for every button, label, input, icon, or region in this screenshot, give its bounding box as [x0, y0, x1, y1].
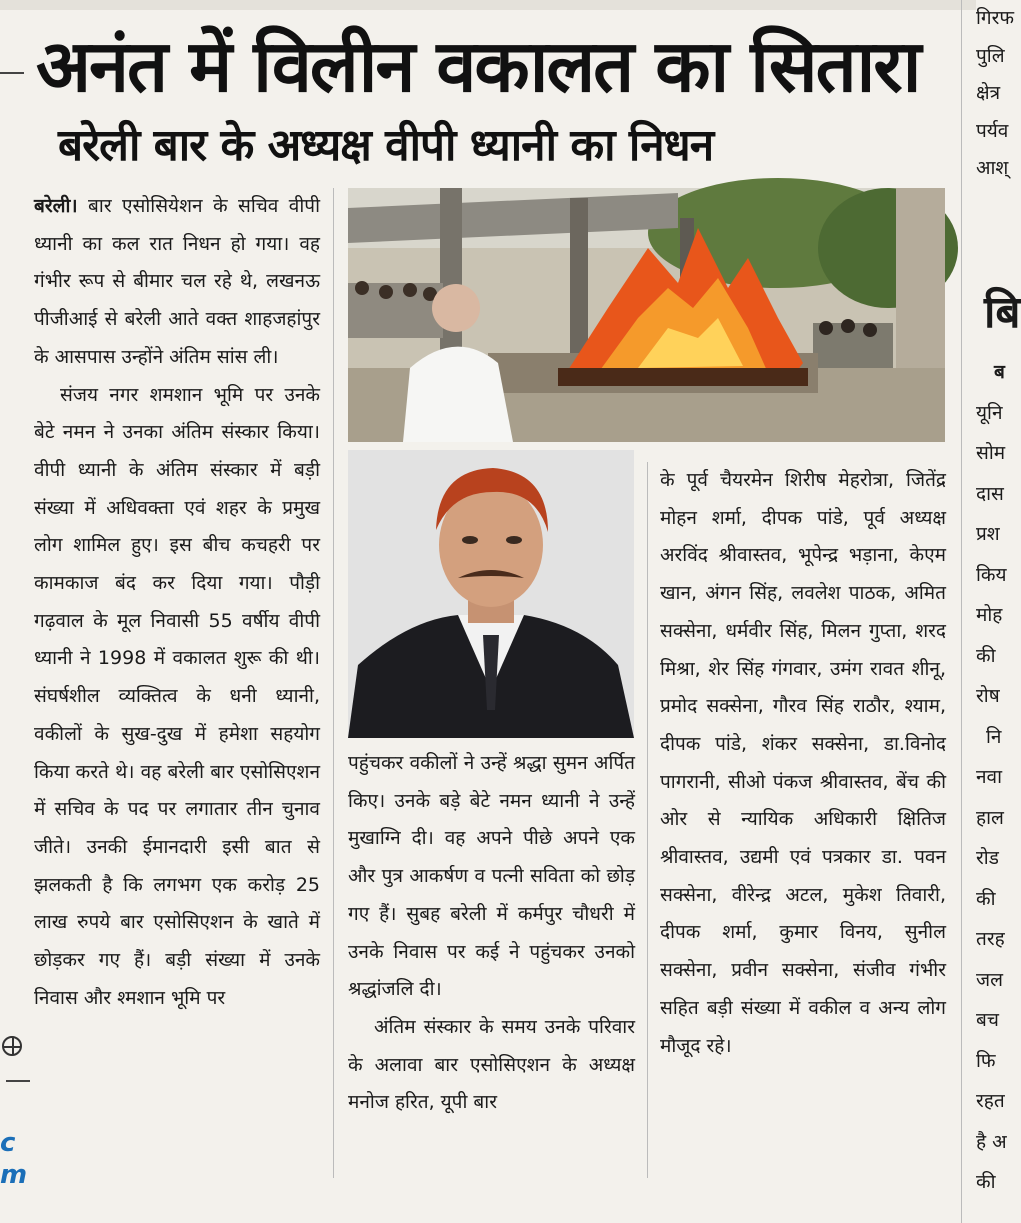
edge-line: मोह — [976, 604, 1003, 626]
paragraph-3: पहुंचकर वकीलों ने उन्हें श्रद्धा सुमन अर्पित किए। उनके बड़े बेटे नमन ध्यानी ने उन्हें मुखाग्नि दी। वह अपने पीछे अपने एक और पुत्र आकर्षण व पत्नी सविता को छोड़ गए हैं। सुबह बरेली में कर्मपुर चौधरी में उनके निवास पर कई ने पहुंचकर उनको श्रद्धांजलि दी। — [348, 752, 635, 1001]
paragraph-5: के पूर्व चैयरमेन शिरीष मेहरोत्रा, जितेंद्र मोहन शर्मा, दीपक पांडे, पूर्व अध्यक्ष अरविंद श्रीवास्तव, भूपेन्द्र भड़ाना, केएम खान, अंगन सिंह, लवलेश पाठक, अमित सक्सेना, धर्मवीर सिंह, मिलन गुप्ता, शरद मिश्रा, शेर सिंह गंगवार, उमंग रावत शीनू, प्रमोद सक्सेना, गौरव सिंह राठौर, श्याम, दीपक पांडे, शंकर सक्सेना, डा.विनोद पागरानी, सीओ पंकज श्रीवास्तव, बेंच की ओर से न्यायिक अधिकारी क्षितिज श्रीवास्तव, उद्यमी एवं पत्रकार डा. पवन सक्सेना, वीरेन्द्र अटल, मुकेश तिवारी, दीपक शर्मा, कुमार विनय, सुनील सक्सेना, प्रवीन सक्सेना, संजीव गंभीर सहित बड़ी संख्या में वकील व अन्य लोग मौजूद रहे। — [660, 469, 946, 1057]
edge-line: रोड — [976, 847, 999, 869]
edge-line: पर्यव — [976, 119, 1009, 142]
edge-line: रोष — [976, 685, 1000, 707]
paragraph-1 — [34, 188, 320, 377]
edge-mark-m: m — [0, 1160, 28, 1190]
cremation-scene-image — [348, 188, 945, 442]
headline: अनंत में विलीन वकालत का सितारा — [36, 24, 920, 108]
subheadline: बरेली बार के अध्यक्ष वीपी ध्यानी का निधन — [58, 120, 714, 171]
edge-line: गिरफ — [976, 7, 1015, 29]
edge-line: है अ — [976, 1130, 1007, 1153]
article-column-3 — [660, 462, 946, 1065]
left-edge-line-top — [0, 72, 24, 74]
edge-mark-c: c — [0, 1128, 16, 1158]
edge-line: तरह — [976, 928, 1005, 950]
adjacent-article-heading: बि — [984, 287, 1021, 338]
article-column-2 — [348, 745, 635, 1122]
edge-line: जल — [976, 968, 1003, 991]
edge-line: फि — [976, 1049, 996, 1072]
paragraph-1-text: बार एसोसियेशन के सचिव वीपी ध्यानी का कल रात निधन हो गया। वह गंभीर रूप से बीमार चल रहे थे, लखनऊ पीजीआई से बरेली आते वक्त शाहजहांपुर के आसपास उन्होंने अंतिम सांस ली। — [34, 195, 320, 368]
portrait-image — [348, 450, 634, 738]
dateline: बरेली। — [34, 195, 78, 217]
portrait-photo — [348, 450, 634, 738]
edge-line: बच — [976, 1009, 999, 1031]
edge-line: की — [976, 644, 996, 667]
column-divider-3 — [961, 0, 962, 1223]
edge-line: किय — [976, 563, 1007, 586]
paragraph-4: अंतिम संस्कार के समय उनके परिवार के अलावा बार एसोसिएशन के अध्यक्ष मनोज हरित, यूपी बार — [348, 1015, 635, 1114]
adjacent-article-body — [976, 352, 1012, 1203]
left-edge-line-bottom — [6, 1080, 30, 1082]
cremation-photo — [348, 188, 945, 442]
edge-line: प्रश — [976, 523, 1000, 545]
edge-line: की — [976, 1171, 996, 1193]
paragraph-2: संजय नगर शमशान भूमि पर उनके बेटे नमन ने उनका अंतिम संस्कार किया। वीपी ध्यानी के अंतिम संस्कार में बड़ी संख्या में अधिवक्ता एवं शहर के प्रमुख लोग शामिल हुए। इस बीच कचहरी पर कामकाज बंद कर दिया गया। पौड़ी गढ़वाल के मूल निवासी 55 वर्षीय वीपी ध्यानी ने 1998 में वकालत शुरू की थी। संघर्षशील व्यक्तित्व के धनी ध्यानी, वकीलों के सुख-दुख में हमेशा सहयोग किया करते थे। वह बरेली बार एसोसिएशन में सचिव के पद पर लगातार तीन चुनाव जीते। उनकी ईमानदारी इसी बात से झलकती है कि लगभग एक करोड़ 25 लाख रुपये बार एसोसिएशन के खाते में छोड़कर गए हैं। बड़ी संख्या में उनके निवास और श्मशान भूमि पर — [34, 383, 320, 1009]
edge-line: दास — [976, 482, 1004, 505]
edge-line: सोम — [976, 442, 1006, 464]
column-divider-2 — [647, 462, 648, 1178]
column-divider-1 — [333, 188, 334, 1178]
edge-line: ब — [994, 361, 1005, 383]
top-crop-strip — [0, 0, 976, 10]
edge-line: नवा — [976, 766, 1003, 788]
edge-line: हाल — [976, 806, 1004, 829]
crosshair-icon — [2, 1036, 22, 1056]
edge-line: यूनि — [976, 401, 1003, 424]
edge-line: की — [976, 887, 996, 910]
article-column-1 — [34, 188, 320, 1017]
edge-line: रहत — [976, 1090, 1005, 1112]
edge-line: क्षेत्र — [976, 82, 1001, 104]
edge-line: आश् — [976, 157, 1009, 179]
edge-line: पुलि — [976, 44, 1005, 67]
edge-line: नि — [986, 725, 1002, 748]
adjacent-article-top — [976, 0, 1015, 188]
